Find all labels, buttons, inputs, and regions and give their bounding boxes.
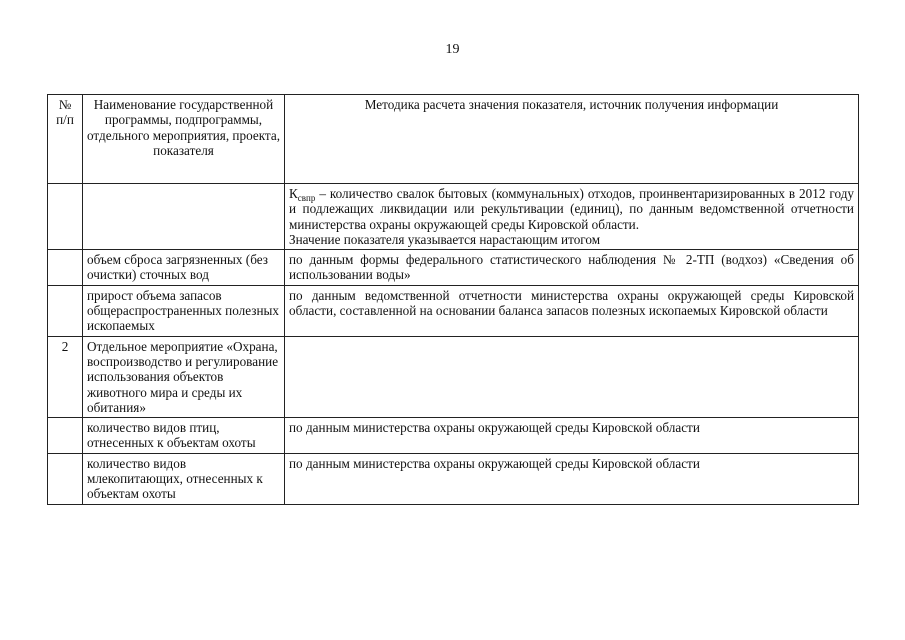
row-name: количество видов млекопитающих, отнесенных к объектам охоты xyxy=(83,453,285,504)
row-method: по данным министерства охраны окружающей среды Кировской области xyxy=(285,453,859,504)
page-number: 19 xyxy=(445,42,460,57)
row-num xyxy=(48,453,83,504)
row-name: прирост объема запасов общераспространенных полезных ископаемых xyxy=(83,285,285,336)
row-method xyxy=(285,336,859,417)
row-num: 2 xyxy=(48,336,83,417)
row-num xyxy=(48,418,83,454)
table-row xyxy=(48,184,859,250)
row-name: объем сброса загрязненных (без очистки) сточных вод xyxy=(83,250,285,286)
table-header-row xyxy=(48,95,859,184)
header-method: Методика расчета значения показателя, источник получения информации xyxy=(285,95,859,184)
row-method xyxy=(285,184,859,250)
table-row xyxy=(48,285,859,336)
row-num xyxy=(48,285,83,336)
row-method: по данным министерства охраны окружающей среды Кировской области xyxy=(285,418,859,454)
row-name: количество видов птиц, отнесенных к объектам охоты xyxy=(83,418,285,454)
row-name xyxy=(83,184,285,250)
row-method: по данным ведомственной отчетности министерства охраны окружающей среды Кировской области, составленной на основании баланса запасов полезных ископаемых Кировской области xyxy=(285,285,859,336)
formula-symbol: К xyxy=(289,186,298,201)
row-name: Отдельное мероприятие «Охрана, воспроизводство и регулирование использования объектов животного мира и среды их обитания» xyxy=(83,336,285,417)
table-row xyxy=(48,453,859,504)
row-num xyxy=(48,184,83,250)
table-row xyxy=(48,418,859,454)
table-row xyxy=(48,336,859,417)
formula-description: – количество свалок бытовых (коммунальных) отходов, проинвентаризированных в 2012 году и подлежащих ликвидации или рекультивации (единиц), по данным ведомственной отчетности министерства охраны окружающей среды Кировской области. xyxy=(289,186,854,232)
indicator-methodology-table xyxy=(47,94,859,505)
formula-subscript: свпр xyxy=(297,193,316,203)
method-note: Значение показателя указывается нарастающим итогом xyxy=(289,231,601,247)
header-num: № п/п xyxy=(48,95,83,184)
table-row xyxy=(48,250,859,286)
row-num xyxy=(48,250,83,286)
header-name: Наименование государственной программы, подпрограммы, отдельного мероприятия, проекта, показателя xyxy=(83,95,285,184)
row-method: по данным формы федерального статистического наблюдения № 2-ТП (водхоз) «Сведения об использовании воды» xyxy=(285,250,859,286)
